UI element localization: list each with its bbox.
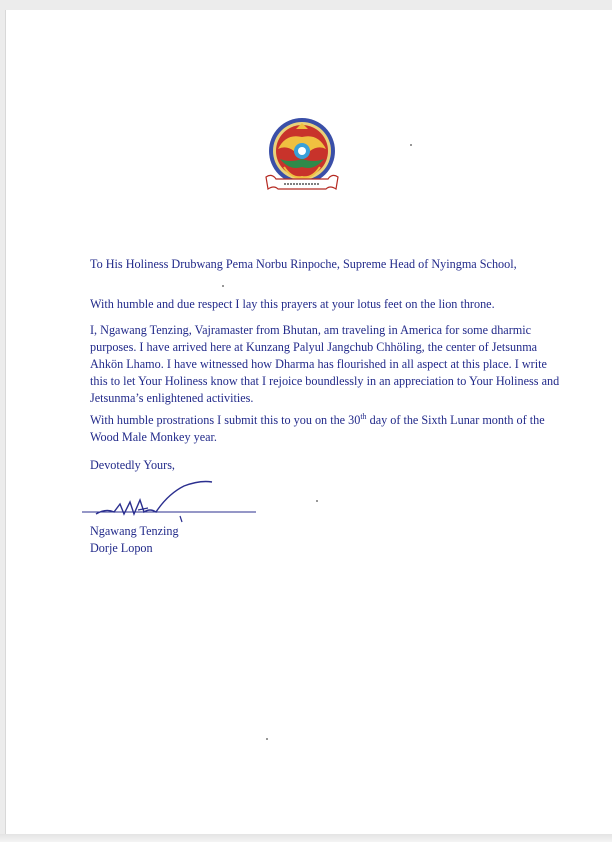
paragraph-2: I, Ngawang Tenzing, Vajramaster from Bhutan, am traveling in America for some dharmic purposes. I have arrived here at Kunzang Palyul Jangchub Chhöling, the center of Jetsunma Ahkön Lhamo. I have witnessed how Dharma has flourished in all aspect at this place. I write this to let Your Holiness know that I rejoice boundlessly in an appreciation to Your Holiness and Jetsunma’s enlightened activities. <box>90 323 560 405</box>
paper-speck <box>222 285 224 287</box>
handwritten-signature <box>80 478 265 526</box>
signer-block <box>90 523 179 557</box>
paragraph-3-ordinal: th <box>360 411 367 421</box>
page-edge <box>0 834 612 842</box>
paragraph-3 <box>90 412 570 446</box>
closing: Devotedly Yours, <box>90 458 175 472</box>
paragraph-3-start: With humble prostrations I submit this to you on the 30 <box>90 413 361 427</box>
paragraph-3-end: day of the Sixth Lunar month of the Wood Male Monkey year. <box>90 413 545 444</box>
signer-name: Ngawang Tenzing <box>90 524 179 538</box>
paper-speck <box>316 500 318 502</box>
royal-emblem-icon <box>262 115 342 197</box>
paper-speck <box>266 738 268 740</box>
paper-speck <box>410 144 412 146</box>
salutation: To His Holiness Drubwang Pema Norbu Rinpoche, Supreme Head of Nyingma School, <box>90 257 517 271</box>
signer-title: Dorje Lopon <box>90 541 153 555</box>
paragraph-1: With humble and due respect I lay this prayers at your lotus feet on the lion throne. <box>90 297 495 311</box>
